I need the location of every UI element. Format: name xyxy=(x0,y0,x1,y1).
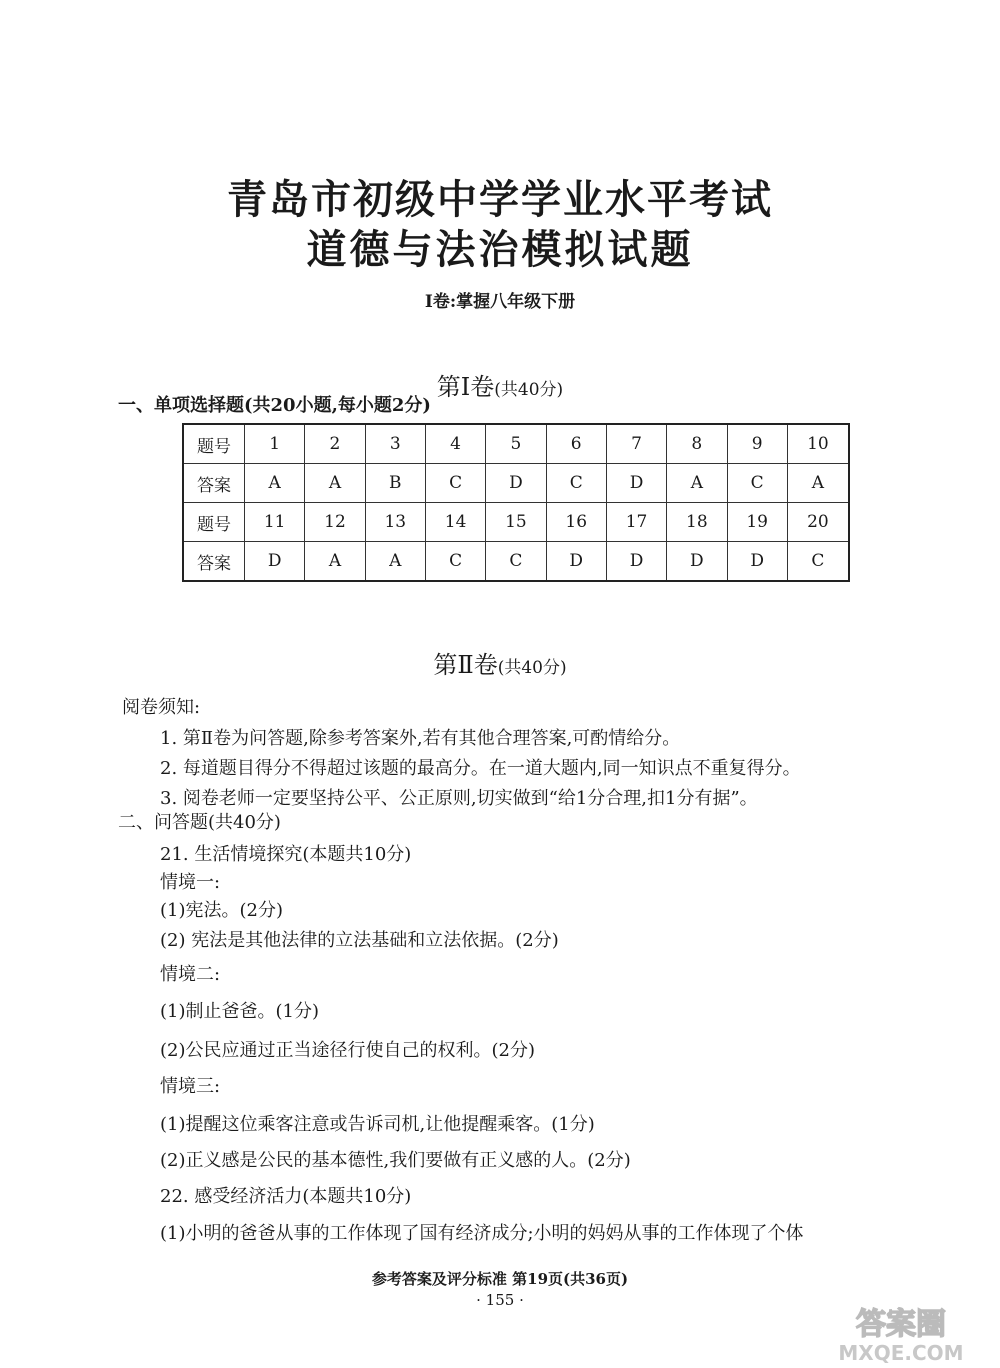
volume-2-heading xyxy=(0,645,1000,680)
table-cell: A xyxy=(365,542,425,582)
q22-title: 22. 感受经济活力(本题共10分) xyxy=(160,1186,412,1207)
table-cell: 14 xyxy=(425,503,485,542)
scenario-2-answer-1: (1)制止爸爸。(1分) xyxy=(160,1001,319,1022)
section-2-heading: 二、问答题(共40分) xyxy=(118,812,281,833)
table-cell: C xyxy=(425,542,485,582)
note-item-3: 3. 阅卷老师一定要坚持公平、公正原则,切实做到“给1分合理,扣1分有据”。 xyxy=(160,788,758,809)
table-cell: B xyxy=(365,464,425,503)
table-cell: 17 xyxy=(606,503,666,542)
table-cell: 10 xyxy=(787,424,849,464)
table-row-header: 题号 xyxy=(183,503,245,542)
scenario-1-answer-1: (1)宪法。(2分) xyxy=(160,900,283,921)
table-cell: C xyxy=(425,464,485,503)
watermark-logo xyxy=(808,1300,994,1364)
table-cell: C xyxy=(546,464,606,503)
table-cell: 18 xyxy=(667,503,727,542)
table-row xyxy=(183,464,849,503)
table-cell: 4 xyxy=(425,424,485,464)
note-item-2: 2. 每道题目得分不得超过该题的最高分。在一道大题内,同一知识点不重复得分。 xyxy=(160,758,801,779)
table-cell: D xyxy=(667,542,727,582)
scenario-3-answer-2: (2)正义感是公民的基本德性,我们要做有正义感的人。(2分) xyxy=(160,1150,631,1171)
table-cell: 7 xyxy=(606,424,666,464)
scenario-1-label: 情境一: xyxy=(160,872,221,893)
table-cell: 11 xyxy=(245,503,305,542)
scenario-2-label: 情境二: xyxy=(160,964,221,985)
scenario-2-answer-2: (2)公民应通过正当途径行使自己的权利。(2分) xyxy=(160,1040,535,1061)
q21-title: 21. 生活情境探究(本题共10分) xyxy=(160,844,412,865)
answer-table xyxy=(182,423,850,582)
table-cell: 12 xyxy=(305,503,365,542)
note-item-1: 1. 第Ⅱ卷为问答题,除参考答案外,若有其他合理答案,可酌情给分。 xyxy=(160,728,681,749)
table-cell: A xyxy=(305,542,365,582)
watermark-graphic xyxy=(808,1300,994,1364)
table-cell: 9 xyxy=(727,424,787,464)
page-number: · 155 · xyxy=(476,1291,524,1309)
table-row-header: 答案 xyxy=(183,542,245,582)
table-cell: D xyxy=(486,464,546,503)
table-row-header: 答案 xyxy=(183,464,245,503)
table-cell: D xyxy=(606,542,666,582)
watermark-line-2: MXQE.COM xyxy=(838,1341,964,1364)
scenario-3-answer-1: (1)提醒这位乘客注意或告诉司机,让他提醒乘客。(1分) xyxy=(160,1114,595,1135)
notes-heading: 阅卷须知: xyxy=(122,697,201,718)
table-cell: 3 xyxy=(365,424,425,464)
table-cell: A xyxy=(305,464,365,503)
table-cell: 5 xyxy=(486,424,546,464)
table-cell: 8 xyxy=(667,424,727,464)
table-row-header: 题号 xyxy=(183,424,245,464)
volume-2-title: 第Ⅱ卷 xyxy=(433,651,498,679)
table-cell: C xyxy=(727,464,787,503)
table-cell: 6 xyxy=(546,424,606,464)
scenario-1-answer-2: (2) 宪法是其他法律的立法基础和立法依据。(2分) xyxy=(160,930,559,951)
table-cell: A xyxy=(667,464,727,503)
table-cell: 20 xyxy=(787,503,849,542)
table-cell: 16 xyxy=(546,503,606,542)
table-cell: D xyxy=(727,542,787,582)
footer-text: 参考答案及评分标准 第19页(共36页) xyxy=(371,1270,629,1288)
table-cell: D xyxy=(546,542,606,582)
table-cell: 15 xyxy=(486,503,546,542)
scenario-3-label: 情境三: xyxy=(160,1076,221,1097)
section-1-heading: 一、单项选择题(共20小题,每小题2分) xyxy=(118,395,431,416)
table-cell: A xyxy=(787,464,849,503)
subtitle: Ⅰ卷:掌握八年级下册 xyxy=(424,292,576,312)
volume-2-score: (共40分) xyxy=(497,658,567,678)
table-cell: C xyxy=(486,542,546,582)
table-row xyxy=(183,424,849,464)
table-cell: D xyxy=(245,542,305,582)
table-row xyxy=(183,542,849,582)
table-cell: D xyxy=(606,464,666,503)
table-cell: 1 xyxy=(245,424,305,464)
volume-1-title: 第Ⅰ卷 xyxy=(436,373,495,401)
volume-1-score: (共40分) xyxy=(494,380,564,400)
table-cell: A xyxy=(245,464,305,503)
title-line-2: 道德与法治模拟试题 xyxy=(306,227,694,273)
q22-answer-1: (1)小明的爸爸从事的工作体现了国有经济成分;小明的妈妈从事的工作体现了个体 xyxy=(160,1223,804,1244)
table-cell: 2 xyxy=(305,424,365,464)
table-cell: 13 xyxy=(365,503,425,542)
table-row xyxy=(183,503,849,542)
table-cell: 19 xyxy=(727,503,787,542)
watermark-line-1: 答案圈 xyxy=(856,1307,946,1342)
title-line-1: 青岛市初级中学学业水平考试 xyxy=(227,177,773,223)
table-cell: C xyxy=(787,542,849,582)
